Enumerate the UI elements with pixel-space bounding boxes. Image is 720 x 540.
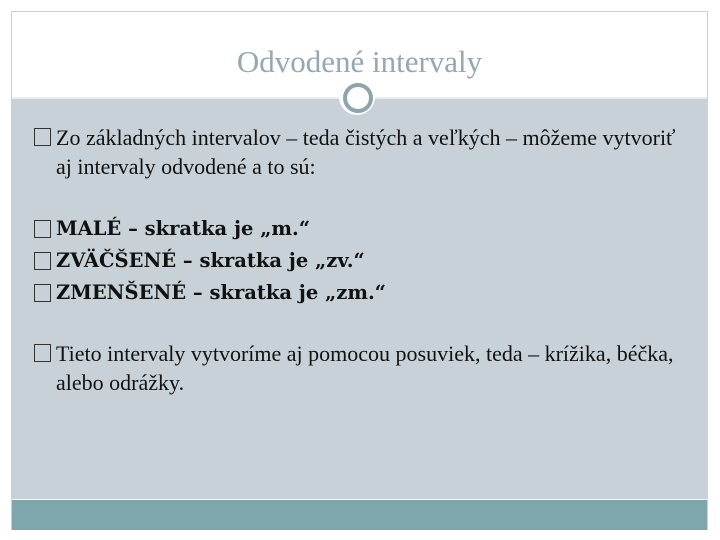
missing-glyph-box-icon — [34, 344, 51, 362]
bullet-paragraph-intro — [34, 123, 694, 181]
slide-title: Odvodené intervaly — [236, 44, 483, 79]
paragraph-text: MALÉ – skratka je „m.“ — [56, 217, 311, 240]
bullet-paragraph-posuvky — [34, 339, 694, 397]
paragraph-text: ZVÄČŠENÉ – skratka je „zv.“ — [56, 249, 365, 272]
circle-ring-icon — [339, 79, 375, 115]
bullet-paragraph-male — [34, 213, 694, 245]
paragraph-text: ZMENŠENÉ – skratka je „zm.“ — [56, 281, 386, 304]
footer-bar — [12, 500, 707, 530]
paragraph-text: Zo základných intervalov – teda čistých a veľkých – môžeme vytvoriť aj intervaly odvodené a to sú: — [56, 125, 676, 179]
missing-glyph-box-icon — [34, 220, 51, 238]
ring-shape — [343, 83, 373, 113]
spacer — [34, 309, 694, 339]
bullet-paragraph-zmensene — [34, 277, 694, 309]
missing-glyph-box-icon — [34, 252, 51, 270]
missing-glyph-box-icon — [34, 128, 51, 146]
slide-content — [34, 123, 694, 397]
paragraph-text: Tieto intervaly vytvoríme aj pomocou posuviek, teda – krížika, béčka, alebo odrážky. — [56, 341, 674, 395]
spacer — [34, 181, 694, 213]
missing-glyph-box-icon — [34, 284, 51, 302]
bullet-paragraph-zvacsene — [34, 245, 694, 277]
